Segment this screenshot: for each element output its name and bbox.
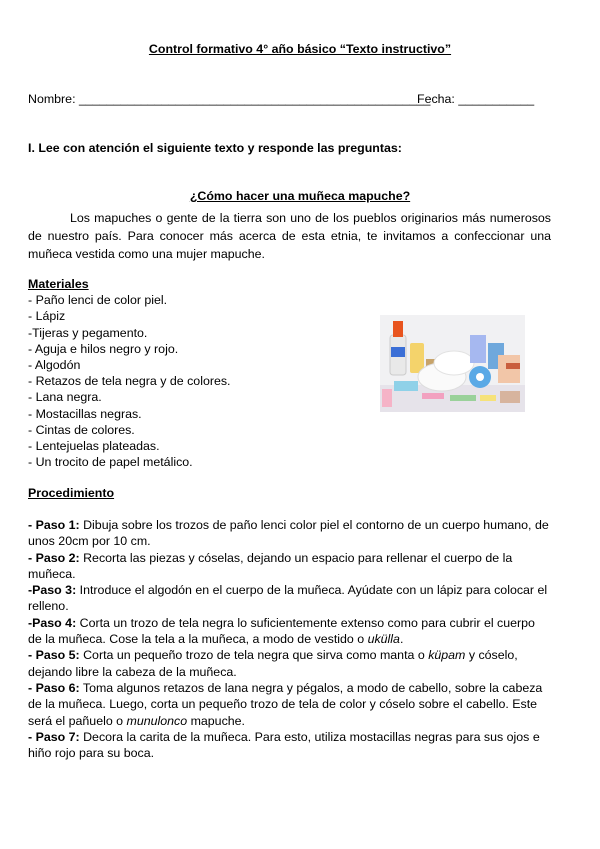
step-text: Decora la carita de la muñeca. Para esto, utiliza mostacillas negras para sus ojos e hiño rojo para su boca. — [28, 729, 540, 761]
document-title: Control formativo 4° año básico “Texto instructivo” — [148, 42, 452, 56]
list-item — [28, 582, 551, 615]
name-field-label: Nombre: ___________________________________________________ — [28, 92, 431, 106]
mapuche-term: munulonco — [126, 713, 188, 728]
date-field-label: Fecha: ___________ — [417, 92, 535, 106]
reading-title: ¿Cómo hacer una muñeca mapuche? — [189, 189, 411, 203]
intro-text: Los mapuches o gente de la tierra son uno de los pueblos originarios más numerosos de nuestro país. Para conocer más acerca de esta etnia, te invitamos a confeccionar una muñeca vestida como una mujer mapuche. — [28, 211, 551, 261]
step-label: - Paso 5: — [28, 648, 80, 663]
list-item: - Retazos de tela negra y de colores. — [28, 374, 231, 389]
intro-paragraph — [28, 209, 551, 263]
step-text: Corta un trozo de tela negra lo suficientemente extenso como para cubrir el cuerpo de la muñeca. Cose la tela a la muñeca, a modo de vestido o — [28, 615, 535, 647]
materials-heading: Materiales — [28, 277, 89, 291]
list-item — [28, 680, 551, 729]
step-text-end: . — [399, 632, 404, 647]
list-item: -Tijeras y pegamento. — [28, 325, 148, 340]
step-text: Dibuja sobre los trozos de paño lenci color piel el contorno de un cuerpo humano, de unos 20cm por 10 cm. — [28, 518, 549, 549]
step-label: - Paso 2: — [28, 550, 80, 565]
list-item: - Cintas de colores. — [28, 422, 135, 437]
step-text: Corta un pequeño trozo de tela negra que sirva como manta o — [79, 648, 429, 663]
list-item: - Algodón — [28, 358, 81, 373]
mapuche-term: ukülla — [367, 632, 400, 647]
step-label: - Paso 1: — [28, 518, 80, 532]
list-item — [28, 647, 551, 680]
step-label: - Paso 7: — [28, 729, 80, 744]
materials-section — [28, 276, 231, 470]
list-item — [28, 517, 551, 550]
step-text-end: mapuche. — [187, 713, 245, 728]
list-item: - Aguja e hilos negro y rojo. — [28, 341, 179, 356]
list-item: - Un trocito de papel metálico. — [28, 455, 193, 470]
step-label: -Paso 3: — [28, 583, 77, 598]
list-item: - Lana negra. — [28, 390, 102, 405]
mapuche-term: küpam — [428, 648, 466, 663]
step-text: Toma algunos retazos de lana negra y pégalos, a modo de cabello, sobre la cabeza de la muñeca. Luego, corta un pequeño trozo de tela de color y cóselo sobre el cabello. Este será el pañuelo o — [28, 680, 543, 728]
list-item: - Mostacillas negras. — [28, 406, 142, 421]
procedure-steps — [28, 517, 551, 761]
section-heading: I. Lee con atención el siguiente texto y responde las preguntas: — [28, 141, 402, 155]
procedure-heading: Procedimiento — [28, 486, 115, 500]
list-item — [28, 615, 551, 648]
list-item — [28, 550, 551, 583]
step-label: - Paso 6: — [28, 680, 80, 695]
step-text: Recorta las piezas y cóselas, dejando un espacio para rellenar el cuerpo de la muñeca. — [28, 550, 513, 581]
list-item: - Lentejuelas plateadas. — [28, 439, 160, 454]
list-item: - Paño lenci de color piel. — [28, 293, 168, 308]
step-text: Introduce el algodón en el cuerpo de la muñeca. Ayúdate con un lápiz para colocar el relleno. — [28, 583, 548, 614]
step-label: -Paso 4: — [28, 615, 77, 630]
step-text-end: y cóselo, dejando libre la cabeza de la muñeca. — [28, 648, 518, 679]
materials-photo — [380, 315, 525, 412]
list-item: - Lápiz — [28, 309, 66, 324]
list-item — [28, 729, 551, 762]
